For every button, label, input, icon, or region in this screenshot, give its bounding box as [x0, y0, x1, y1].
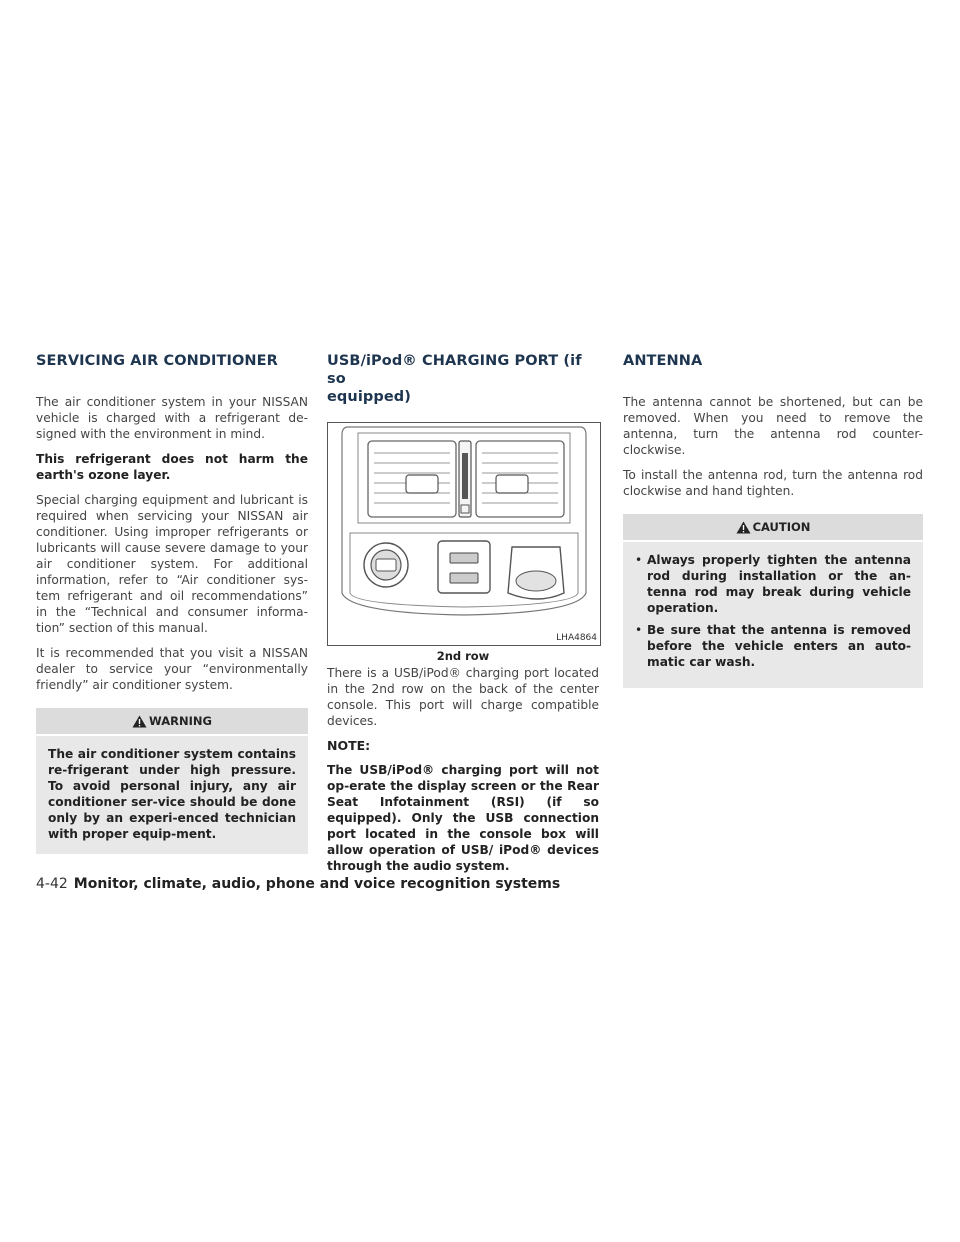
paragraph: Special charging equipment and lubricant is required when servicing your NISSAN air conditioner. Using improper refrigerants or lubricants will cause severe damage to your air conditioner system. For additional information, refer to “Air conditioner sys-tem refrigerant and oil recommendations” in the “Technical and consumer informa-tion” section of this manual. — [36, 493, 308, 635]
caution-title: CAUTION — [752, 520, 811, 534]
section-servicing-air-conditioner — [36, 352, 308, 854]
warning-icon — [736, 521, 751, 534]
warning-body — [36, 736, 308, 854]
figure-code: LHA4864 — [556, 633, 597, 643]
caution-body — [623, 542, 923, 688]
section-heading: SERVICING AIR CONDITIONER — [36, 353, 278, 369]
caution-title-bar — [623, 514, 923, 540]
page-number: 4-42 — [36, 876, 68, 892]
rear-console-illustration — [328, 423, 600, 645]
paragraph: To install the antenna rod, turn the antenna rod clockwise and hand tighten. — [623, 468, 923, 498]
warning-title-bar — [36, 708, 308, 734]
chapter-title: Monitor, climate, audio, phone and voice recognition systems — [73, 876, 561, 892]
paragraph-bold: This refrigerant does not harm the earth's ozone layer. — [36, 452, 308, 482]
warning-icon — [132, 715, 147, 728]
section-heading: ANTENNA — [623, 353, 703, 369]
paragraph: It is recommended that you visit a NISSAN dealer to service your “environmentally friendly” air conditioner system. — [36, 646, 308, 692]
list-item: • Be sure that the antenna is removed before the vehicle enters an auto-matic car wash. — [635, 622, 911, 670]
paragraph: There is a USB/iPod® charging port located in the 2nd row on the back of the center console. This port will charge compatible devices. — [327, 666, 599, 728]
section-usb-charging-port — [327, 352, 599, 883]
list-item: • Always properly tighten the antenna rod during installation or the an-tenna rod may break during vehicle operation. — [635, 552, 911, 616]
figure-caption: 2nd row — [436, 649, 490, 663]
paragraph: The air conditioner system in your NISSAN vehicle is charged with a refrigerant de-signed with the environment in mind. — [36, 395, 308, 441]
rear-console-figure — [327, 422, 601, 646]
section-heading: USB/iPod® CHARGING PORT (if so equipped) — [327, 353, 582, 405]
note-label: NOTE: — [327, 738, 371, 753]
warning-text: The air conditioner system contains re-frigerant under high pressure. To avoid personal injury, any air conditioner ser-vice should be done only by an experi-enced technician with proper equip-ment. — [48, 747, 296, 841]
warning-title: WARNING — [149, 714, 212, 728]
page-footer — [36, 876, 560, 892]
section-antenna — [623, 352, 923, 688]
paragraph: The antenna cannot be shortened, but can be removed. When you need to remove the antenna, turn the antenna rod counter-clockwise. — [623, 395, 923, 457]
note-text: The USB/iPod® charging port will not op-erate the display screen or the Rear Seat Infotainment (RSI) (if so equipped). Only the USB connection port located in the console box will allow operation of USB/ iPod® devices through the audio system. — [327, 763, 599, 873]
caution-list — [635, 552, 911, 670]
